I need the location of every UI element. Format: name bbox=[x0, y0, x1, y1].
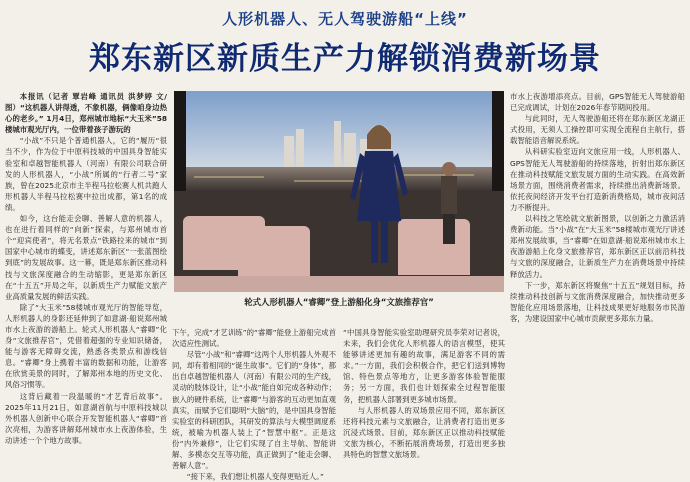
article-column-3 bbox=[343, 327, 505, 460]
paragraph: 与此同时，无人驾驶游船还将在郑东新区龙湖正式投用，无须人工操控即可实现全流程自主航行，搭载智能语音解说系统。 bbox=[510, 114, 685, 146]
paragraph: 除了“大玉米”58楼城市观光厅的智能导览，人形机器人的身影还延伸到了如意湖·船说郑州城市水上夜游的游船上。轮式人形机器人“睿卿”化身“文旅推荐官”，凭借着超强的专业知识储备，能与游客无障碍交流，熟悉各类景点和游线信息。“睿卿”身上携着丰富的数据和功能，让游客在欣赏美景的同时，了解郑州本地的历史文化、风俗习惯等。 bbox=[5, 302, 167, 390]
article-column-2 bbox=[172, 327, 336, 482]
news-photo bbox=[174, 91, 504, 292]
paragraph: 从科研实验室迈向文旅应用一线，人形机器人、GPS智能无人驾驶游船的持续落地，折射出郑东新区在推动科技赋能文旅发展方面的生动实践。在高效新场景方面，围绕消费者需求，持续推出消费新场景。依托夜间经济开发平台打造新消费格局，城市夜间活力不断提升。 bbox=[510, 147, 685, 212]
headline: 郑东新区新质生产力解锁消费新场景 bbox=[89, 41, 601, 77]
article-column-4 bbox=[510, 91, 685, 453]
paragraph: 这背后藏着一段温暖的“才艺背后故事”。2025年11月21日，如意湖首航与中原科技城以外机器人创新中心联合开发智能机器人“睿卿”首次亮相，为游客讲解郑州城市水上夜游体验，生动讲述一个个地方故事。 bbox=[5, 391, 167, 445]
paragraph: 与人形机器人的双场景应用不同，郑东新区还将科技元素与文旅融合，让消费者打造出更多沉浸式场景。目前，郑东新区正以推动科技赋能文旅为核心，不断拓展消费场景，打造出更多独具特色的智慧文旅场景。 bbox=[343, 405, 505, 460]
paragraph: 下午，完成“才艺训练”的“睿卿”能登上游船完成首次适应性测试。 bbox=[172, 328, 336, 349]
paragraph: 本报讯（记者 覃岩峰 通讯员 洪梦婷 文/图）“这机器人讲得透，不象机器，俩像咱身边热心的老乡。” 1月4日，郑州城市地标“大玉米”58楼城市观光厅内，一位带着孩子游玩的 bbox=[5, 92, 167, 135]
paragraph: 尽管“小战”和“睿卿”这两个人形机器人外观不同，却有着相同的“诞生故事”。它们的“身体”，都出自卓越智能机器人（河南）有限公司的生产线，灵动的肢体设计，让“小战”能自如完成各种动作；嵌入的硬件系统，让“睿卿”与游客的互动更加直观真实，而赋予它们聪明“大脑”的，是中国具身智能实验室的科研团队，其研发的算法与大模型调度系统，被喻为机器人装上了“智慧中枢”。正是这份“内外兼修”，让它们实现了自主导航、智能讲解、多模态交互等功能，真正做到了“能走会聊、善解人意”。 bbox=[172, 350, 336, 471]
photo-illustration bbox=[174, 91, 504, 292]
paragraph: 如今，这台能走会聊、善解人意的机器人，也在进行着同样的“向新”探索，与郑州城市首个“迎宾使者”，将无名景点“铁路拉来的城市”到国家中心城市的蝶变，讲述郑东新区“一张蓝图绘到底”的发展故事。这一幕，既是郑东新区推动科技与文旅深度融合的生动缩影，更是郑东新区在“十五五”开局之年，以新质生产力赋能文旅产业高质量发展的鲜活实践。 bbox=[5, 214, 167, 301]
paragraph: “中国具身智能实验室助理研究员李荣对记者说，未来，我们会优化人形机器人的语言模型，使其能够讲述更加有趣的故事，满足游客不同的需求。”一方面，我们会积极合作，把它们送到博物馆、特色景点等地方，让更多游客体验智能服务；另一方面，我们也计划探索全过程智能服务，把机器人部署到更多城市场景。 bbox=[343, 328, 505, 404]
paragraph: 以科技之笔绘就文旅新图景，以创新之力激活消费新动能。当“小战”在“大玉米”58楼城市观光厅讲述郑州发展故事，当“睿卿”在如意湖·船说郑州城市水上夜游游船上化身文旅推荐官，郑东新区正以前沿科技与文旅的深度融合，让新质生产力在消费场景中持续释放活力。 bbox=[510, 214, 685, 279]
photo-caption: 轮式人形机器人“睿卿”登上游船化身“文旅推荐官” bbox=[244, 297, 434, 307]
paragraph: “接下来，我们想让机器人变得更贴近人。” bbox=[186, 472, 324, 482]
kicker: 人形机器人、无人驾驶游船“上线” bbox=[222, 10, 468, 28]
article-column-1 bbox=[5, 91, 167, 453]
paragraph: “小战”不只是个普通机器人，它的“履历“很当不少，作为位于中原科技城的中国具身智能实验室和卓越智能机器人（河南）有限公司联合研发的人形机器人，“小战”所属的“行者二号”家族，曾在2025北京市主半程马拉松赛人机共跑人形机器人半程马拉松赛中拉出成都，第1名的成绩。 bbox=[5, 136, 167, 212]
paragraph: 市水上夜游增添亮点。目前，GPS智能无人驾驶游船已完成调试，计划在2026年春节期间投用。 bbox=[510, 92, 685, 113]
paragraph: 下一步，郑东新区将聚焦“十五五”规划目标，持续推动科技创新与文旅消费深度融合，加快推动更多智能化应用场景落地，让科技成果更好地服务市民游客，为建设国家中心城市贡献更多郑东力量。 bbox=[510, 280, 685, 323]
